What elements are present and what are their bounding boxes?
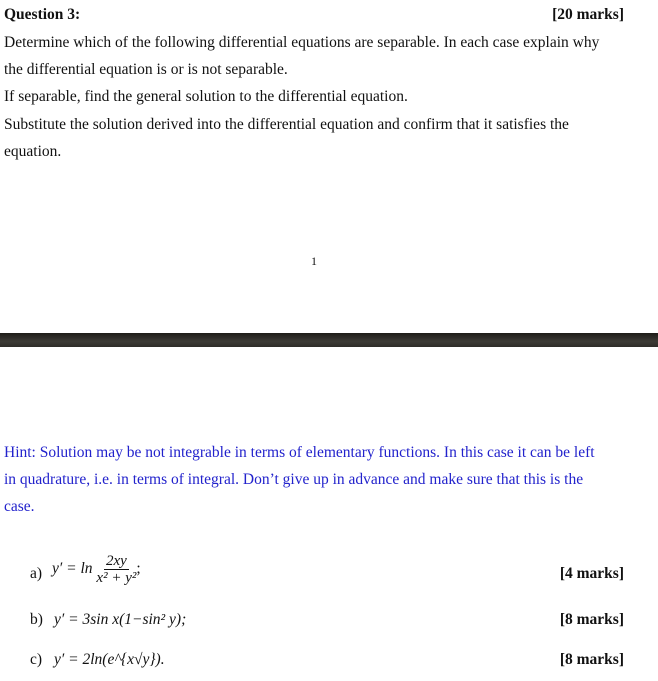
part-b-equation: y′ = 3sin x(1−sin² y); [54,611,187,628]
eq-tail: ; [136,560,141,578]
intro-line: the differential equation is or is not separable. [4,61,288,78]
hint-line: in quadrature, i.e. in terms of integral. Don’t give up in advance and make sure that this is the [4,471,584,488]
part-c-label: c) [30,651,43,668]
hint-line: Hint: Solution may be not integrable in terms of elementary functions. In this case it can be left [4,444,595,461]
part-a-marks: [4 marks] [559,565,624,582]
hint-line: case. [4,498,35,515]
part-a-label: a) [30,565,43,582]
intro-line: equation. [4,143,62,160]
denominator: x² + y² [96,570,137,586]
total-marks: [20 marks] [552,6,624,23]
part-b-label: b) [30,611,43,628]
eq-lhs: y′ = ln [52,560,93,578]
page-number: 1 [311,254,317,268]
part-c-equation: y′ = 2ln(e^{x√y}). [54,651,165,668]
part-a-equation [52,553,141,586]
intro-line: Substitute the solution derived into the differential equation and confirm that it satisfies the [4,116,569,133]
question-title: Question 3: [4,6,81,23]
numerator: 2xy [105,553,127,569]
intro-line: If separable, find the general solution to the differential equation. [4,88,408,105]
part-b-marks: [8 marks] [559,611,624,628]
fraction [96,553,136,586]
intro-line: Determine which of the following differential equations are separable. In each case explain why [4,34,600,51]
page-divider [0,333,658,347]
part-c-marks: [8 marks] [559,651,624,668]
